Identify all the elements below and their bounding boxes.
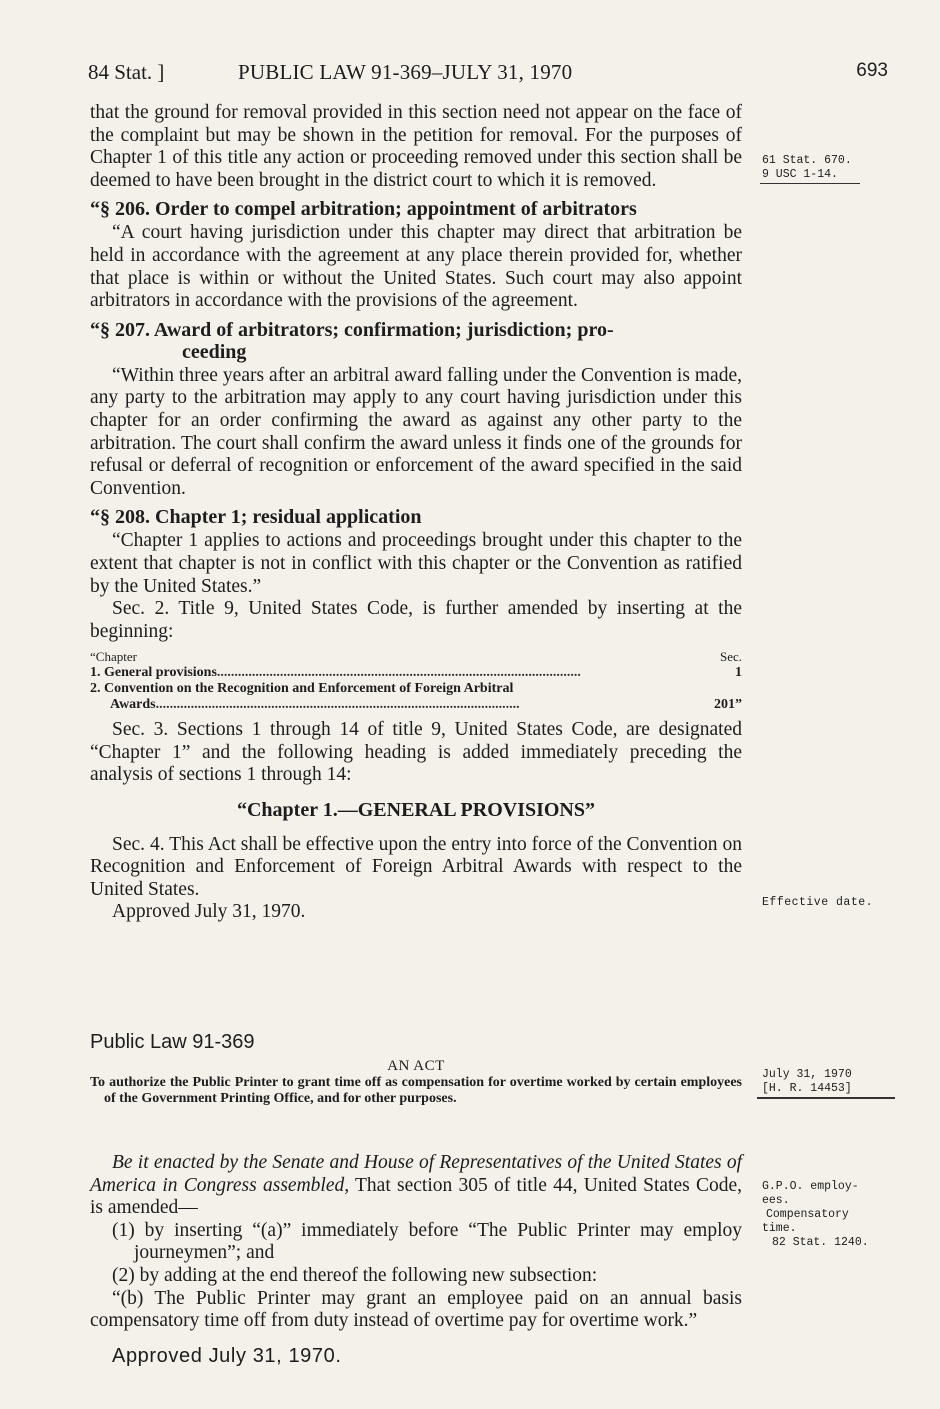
chapter-heading: “Chapter 1.—GENERAL PROVISIONS”: [236, 799, 596, 822]
enacting-clause-italic: Be it enacted by the Senate and House of Representatives of the United States of America in Congress assembled,: [90, 1152, 742, 1196]
margin-note-effective-date: Effective date.: [762, 896, 874, 909]
paragraph-section-207: “Within three years after an arbitral award falling under the Convention is made, any party to the arbitration may apply to any court having jurisdiction under this chapter for an order confirming the award as against any other party to the arbitration. The court shall confirm the award unless it finds one of the grounds for refusal or deferral of recognition or enforcement of the award specified in the said Convention.: [90, 364, 742, 499]
heading-section-206: “§ 206. Order to compel arbitration; appointment of arbitrators: [90, 198, 637, 221]
table-row: [90, 697, 742, 713]
page-header: [88, 60, 888, 86]
act-purpose: To authorize the Public Printer to grant time off as compensation for overtime worked by certain employees of the Government Printing Office, and for other purposes.: [90, 1075, 742, 1106]
an-act-label: AN ACT: [387, 1058, 445, 1074]
heading-section-208: “§ 208. Chapter 1; residual application: [90, 506, 422, 529]
margin-note-line: time.: [762, 1222, 797, 1235]
table-sec-label: Sec.: [719, 649, 742, 665]
enacting-clause-rest: That section 305 of title 44, United States Code, is amended—: [90, 1174, 743, 1219]
leader-dots: ........................................................................................................: [155, 697, 520, 713]
leader-dots: ........................................................................................................: [216, 665, 581, 681]
margin-note-bill: [762, 1068, 852, 1096]
table-header: [90, 649, 742, 665]
table-row: [90, 665, 742, 681]
enacting-clause: [90, 1152, 742, 1220]
margin-note-stat-ref: [762, 154, 852, 182]
heading-207-line2: ceeding: [182, 340, 247, 363]
act-body: [90, 1152, 742, 1333]
margin-rule: [760, 183, 860, 184]
table-row-text: 1. General provisions: [90, 665, 217, 681]
act-caption: [90, 1058, 742, 1107]
statute-reference: 84 Stat. ]: [88, 60, 165, 84]
margin-note-bill-number: [H. R. 14453]: [762, 1082, 852, 1095]
margin-note-line: Compensatory: [766, 1208, 849, 1221]
margin-rule: [757, 1097, 895, 1099]
heading-section-207: [90, 319, 742, 363]
approved-date: Approved July 31, 1970.: [112, 901, 306, 923]
table-row-text: 2. Convention on the Recognition and Enforcement of Foreign Arbitral: [90, 681, 514, 697]
running-title: PUBLIC LAW 91-369–JULY 31, 1970: [238, 60, 573, 84]
margin-note-line: 82 Stat. 1240.: [772, 1236, 869, 1249]
approved-date-2: Approved July 31, 1970.: [112, 1345, 342, 1367]
margin-note-gpo: [762, 1180, 869, 1250]
amendment-item-1: (1) by inserting “(a)” immediately before “The Public Printer may employ journeymen”; and: [112, 1219, 742, 1264]
heading-207-line1: “§ 207. Award of arbitrators; confirmation; jurisdiction; pro-: [90, 318, 614, 341]
main-text: [90, 102, 742, 924]
margin-note-line: ees.: [762, 1194, 790, 1207]
page-number: 693: [856, 60, 888, 81]
table-chapter-label: “Chapter: [90, 649, 137, 665]
table-row-number: 1: [735, 665, 742, 681]
table-row-text: Awards: [110, 697, 156, 713]
paragraph-section-206: “A court having jurisdiction under this chapter may direct that arbitration be held in accordance with the agreement at any place therein provided for, whether that place is within or without the United States. Such court may also appoint arbitrators in accordance with the provisions of the agreement.: [90, 222, 742, 312]
paragraph-section-208: “Chapter 1 applies to actions and proceedings brought under this chapter to the extent that chapter is not in conflict with this chapter or the Convention as ratified by the United States.”: [90, 530, 742, 597]
table-row: [90, 681, 742, 697]
paragraph-removal: that the ground for removal provided in this section need not appear on the face of the complaint but may be shown in the petition for removal. For the purposes of Chapter 1 of this title any action or proceeding removed under this section shall be deemed to have been brought in the district court to which it is removed.: [90, 102, 742, 191]
chapter-table: [90, 649, 742, 713]
table-row-number: 201”: [714, 697, 742, 713]
paragraph-sec-3: Sec. 3. Sections 1 through 14 of title 9, United States Code, are designated “Chapter 1” and the following heading is added immediately preceding the analysis of sections 1 through 14:: [90, 719, 742, 786]
paragraph-sec-4: Sec. 4. This Act shall be effective upon the entry into force of the Convention on Recognition and Enforcement of Foreign Arbitral Awards with respect to the United States.: [90, 833, 742, 900]
margin-note-line: 9 USC 1-14.: [762, 168, 838, 181]
subsection-b: “(b) The Public Printer may grant an employee paid on an annual basis compensatory time off from duty instead of overtime pay for overtime work.”: [90, 1287, 742, 1332]
margin-note-line: G.P.O. employ-: [762, 1180, 859, 1193]
public-law-title: Public Law 91-369: [90, 1031, 255, 1053]
paragraph-sec-2: Sec. 2. Title 9, United States Code, is further amended by inserting at the beginning:: [90, 598, 742, 642]
amendment-item-2: (2) by adding at the end thereof the following new subsection:: [112, 1264, 598, 1286]
margin-note-line: 61 Stat. 670.: [762, 154, 852, 167]
margin-note-date: July 31, 1970: [762, 1068, 852, 1081]
